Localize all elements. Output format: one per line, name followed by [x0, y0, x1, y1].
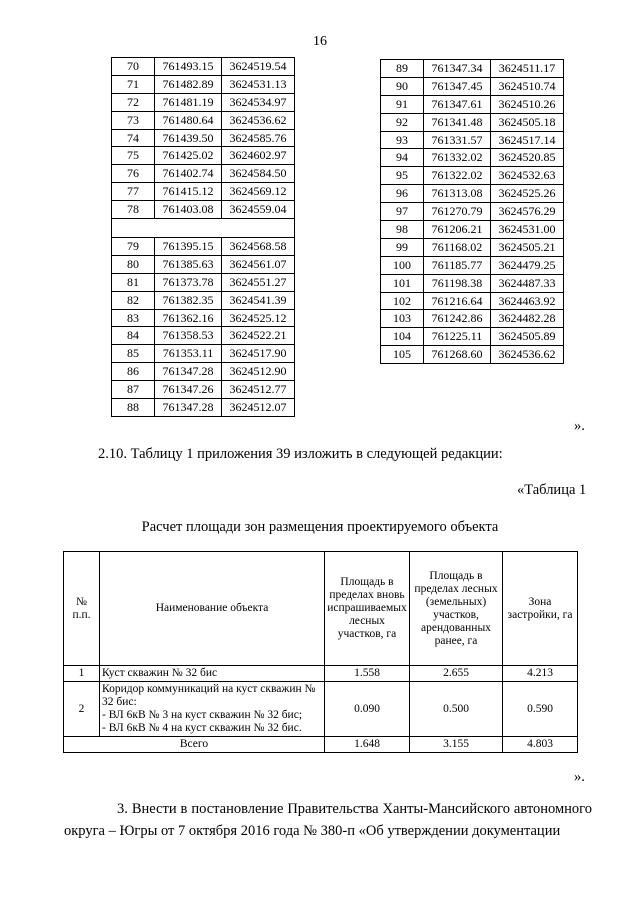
x-coordinate: 761347.34	[424, 60, 491, 78]
point-number: 91	[381, 95, 424, 113]
y-coordinate: 3624568.58	[222, 238, 295, 256]
y-coordinate: 3624487.33	[491, 274, 564, 292]
row-area-new: 0.090	[325, 682, 410, 737]
table-row	[112, 111, 295, 129]
y-coordinate: 3624511.17	[491, 60, 564, 78]
y-coordinate: 3624525.12	[222, 309, 295, 327]
table-row	[381, 60, 564, 78]
row-zone: 4.213	[503, 666, 578, 682]
y-coordinate: 3624510.74	[491, 77, 564, 95]
total-zone: 4.803	[503, 737, 578, 753]
point-number: 85	[112, 345, 155, 363]
table-row	[381, 256, 564, 274]
y-coordinate: 3624505.18	[491, 113, 564, 131]
item-3-text: 3. Внести в постановление Правительства Ханты-Мансийского автономного округа – Югры от 7 октября 2016 года № 380-п «Об утверждении документации	[64, 801, 592, 839]
table-row	[112, 273, 295, 291]
y-coordinate: 3624505.89	[491, 328, 564, 346]
point-number: 71	[112, 75, 155, 93]
point-number: 97	[381, 203, 424, 221]
y-coordinate: 3624505.21	[491, 238, 564, 256]
point-number: 87	[112, 381, 155, 399]
x-coordinate: 761482.89	[155, 75, 222, 93]
table-row	[112, 129, 295, 147]
y-coordinate: 3624520.85	[491, 149, 564, 167]
closing-quote: ».	[574, 418, 585, 434]
table-row	[381, 310, 564, 328]
row-name-line: - ВЛ 6кВ № 3 на куст скважин № 32 бис;	[102, 709, 303, 721]
row-name: Куст скважин № 32 бис	[100, 666, 325, 682]
row-name-line: - ВЛ 6кВ № 4 на куст скважин № 32 бис.	[102, 722, 302, 734]
y-coordinate: 3624569.12	[222, 183, 295, 201]
table-row	[112, 183, 295, 201]
table-row	[112, 255, 295, 273]
point-number: 96	[381, 185, 424, 203]
y-coordinate: 3624517.14	[491, 131, 564, 149]
item-2-10-text: 2.10. Таблицу 1 приложения 39 изложить в следующей редакции:	[98, 446, 503, 462]
y-coordinate: 3624522.21	[222, 327, 295, 345]
row-name	[100, 682, 325, 737]
point-number: 84	[112, 327, 155, 345]
table-row	[112, 345, 295, 363]
x-coordinate: 761225.11	[424, 328, 491, 346]
y-coordinate: 3624584.50	[222, 165, 295, 183]
table-row	[112, 309, 295, 327]
point-number: 99	[381, 238, 424, 256]
x-coordinate: 761198.38	[424, 274, 491, 292]
point-number: 95	[381, 167, 424, 185]
x-coordinate: 761493.15	[155, 58, 222, 76]
table-row	[381, 77, 564, 95]
point-number: 78	[112, 201, 155, 219]
coordinates-table-right	[380, 59, 564, 364]
page-number: 16	[313, 34, 327, 49]
point-number: 83	[112, 309, 155, 327]
x-coordinate: 761385.63	[155, 255, 222, 273]
total-row	[64, 737, 578, 753]
coordinates-table-left	[111, 57, 295, 417]
x-coordinate: 761347.28	[155, 363, 222, 381]
table-row	[381, 346, 564, 364]
header-area-leased: Площадь в пределах лесных (земельных) участков, арендованных ранее, га	[410, 552, 503, 666]
point-number: 104	[381, 328, 424, 346]
point-number: 102	[381, 292, 424, 310]
point-number: 70	[112, 58, 155, 76]
point-number: 101	[381, 274, 424, 292]
total-label: Всего	[64, 737, 325, 753]
y-coordinate: 3624531.13	[222, 75, 295, 93]
x-coordinate: 761415.12	[155, 183, 222, 201]
y-coordinate: 3624559.04	[222, 201, 295, 219]
table-row	[381, 328, 564, 346]
y-coordinate: 3624541.39	[222, 291, 295, 309]
point-number: 74	[112, 129, 155, 147]
table-row	[112, 147, 295, 165]
y-coordinate: 3624463.92	[491, 292, 564, 310]
point-number: 81	[112, 273, 155, 291]
point-number: 82	[112, 291, 155, 309]
table-row	[381, 131, 564, 149]
table-row	[381, 292, 564, 310]
point-number: 100	[381, 256, 424, 274]
point-number: 80	[112, 255, 155, 273]
x-coordinate: 761268.60	[424, 346, 491, 364]
x-coordinate: 761341.48	[424, 113, 491, 131]
table-row	[381, 95, 564, 113]
point-number: 79	[112, 238, 155, 256]
header-num: № п.п.	[64, 552, 100, 666]
y-coordinate: 3624512.07	[222, 399, 295, 417]
point-number: 94	[381, 149, 424, 167]
x-coordinate: 761481.19	[155, 93, 222, 111]
row-area-leased: 0.500	[410, 682, 503, 737]
point-number: 86	[112, 363, 155, 381]
point-number: 92	[381, 113, 424, 131]
y-coordinate: 3624531.00	[491, 221, 564, 239]
point-number: 93	[381, 131, 424, 149]
table-gap-row	[112, 219, 295, 238]
x-coordinate: 761331.57	[424, 131, 491, 149]
x-coordinate: 761332.02	[424, 149, 491, 167]
table-row	[112, 75, 295, 93]
table-row	[381, 238, 564, 256]
point-number: 105	[381, 346, 424, 364]
y-coordinate: 3624551.27	[222, 273, 295, 291]
y-coordinate: 3624519.54	[222, 58, 295, 76]
table-row	[64, 666, 578, 682]
row-num: 2	[64, 682, 100, 737]
x-coordinate: 761395.15	[155, 238, 222, 256]
y-coordinate: 3624482.28	[491, 310, 564, 328]
y-coordinate: 3624479.25	[491, 256, 564, 274]
table-row	[112, 327, 295, 345]
point-number: 76	[112, 165, 155, 183]
y-coordinate: 3624512.77	[222, 381, 295, 399]
point-number: 90	[381, 77, 424, 95]
point-number: 103	[381, 310, 424, 328]
header-name: Наименование объекта	[100, 552, 325, 666]
table-row	[112, 238, 295, 256]
y-coordinate: 3624561.07	[222, 255, 295, 273]
x-coordinate: 761216.64	[424, 292, 491, 310]
y-coordinate: 3624512.90	[222, 363, 295, 381]
y-coordinate: 3624536.62	[222, 111, 295, 129]
x-coordinate: 761206.21	[424, 221, 491, 239]
table-row	[112, 201, 295, 219]
table-row	[381, 274, 564, 292]
table-row	[381, 167, 564, 185]
row-name-line: Коридор коммуникаций на куст скважин № 32 бис:	[102, 683, 316, 708]
x-coordinate: 761402.74	[155, 165, 222, 183]
x-coordinate: 761347.61	[424, 95, 491, 113]
x-coordinate: 761439.50	[155, 129, 222, 147]
x-coordinate: 761322.02	[424, 167, 491, 185]
table-row	[112, 58, 295, 76]
x-coordinate: 761168.02	[424, 238, 491, 256]
y-coordinate: 3624576.29	[491, 203, 564, 221]
table-row	[381, 149, 564, 167]
header-area-new: Площадь в пределах вновь испрашиваемых лесных участков, га	[325, 552, 410, 666]
point-number: 98	[381, 221, 424, 239]
header-zone: Зона застройки, га	[503, 552, 578, 666]
point-number: 73	[112, 111, 155, 129]
table-row	[381, 113, 564, 131]
x-coordinate: 761313.08	[424, 185, 491, 203]
point-number: 72	[112, 93, 155, 111]
x-coordinate: 761185.77	[424, 256, 491, 274]
row-num: 1	[64, 666, 100, 682]
x-coordinate: 761242.86	[424, 310, 491, 328]
table-row	[112, 363, 295, 381]
x-coordinate: 761347.26	[155, 381, 222, 399]
x-coordinate: 761358.53	[155, 327, 222, 345]
x-coordinate: 761373.78	[155, 273, 222, 291]
x-coordinate: 761270.79	[424, 203, 491, 221]
table-reference: «Таблица 1	[517, 482, 587, 498]
row-zone: 0.590	[503, 682, 578, 737]
table-row	[381, 185, 564, 203]
y-coordinate: 3624510.26	[491, 95, 564, 113]
calc-table-title: Расчет площади зон размещения проектируемого объекта	[141, 519, 499, 535]
x-coordinate: 761347.28	[155, 399, 222, 417]
y-coordinate: 3624534.97	[222, 93, 295, 111]
y-coordinate: 3624585.76	[222, 129, 295, 147]
point-number: 75	[112, 147, 155, 165]
table-row	[64, 682, 578, 737]
x-coordinate: 761347.45	[424, 77, 491, 95]
y-coordinate: 3624525.26	[491, 185, 564, 203]
y-coordinate: 3624517.90	[222, 345, 295, 363]
x-coordinate: 761353.11	[155, 345, 222, 363]
closing-quote-2: ».	[574, 769, 585, 785]
table-row	[381, 221, 564, 239]
y-coordinate: 3624532.63	[491, 167, 564, 185]
point-number: 77	[112, 183, 155, 201]
y-coordinate: 3624602.97	[222, 147, 295, 165]
row-area-leased: 2.655	[410, 666, 503, 682]
point-number: 88	[112, 399, 155, 417]
x-coordinate: 761362.16	[155, 309, 222, 327]
x-coordinate: 761382.35	[155, 291, 222, 309]
row-area-new: 1.558	[325, 666, 410, 682]
table-row	[112, 399, 295, 417]
point-number: 89	[381, 60, 424, 78]
table-row	[381, 203, 564, 221]
total-area-leased: 3.155	[410, 737, 503, 753]
y-coordinate: 3624536.62	[491, 346, 564, 364]
total-area-new: 1.648	[325, 737, 410, 753]
table-row	[112, 93, 295, 111]
x-coordinate: 761425.02	[155, 147, 222, 165]
area-calculation-table	[63, 551, 578, 753]
x-coordinate: 761480.64	[155, 111, 222, 129]
table-row	[112, 381, 295, 399]
table-row	[112, 291, 295, 309]
table-row	[112, 165, 295, 183]
x-coordinate: 761403.08	[155, 201, 222, 219]
